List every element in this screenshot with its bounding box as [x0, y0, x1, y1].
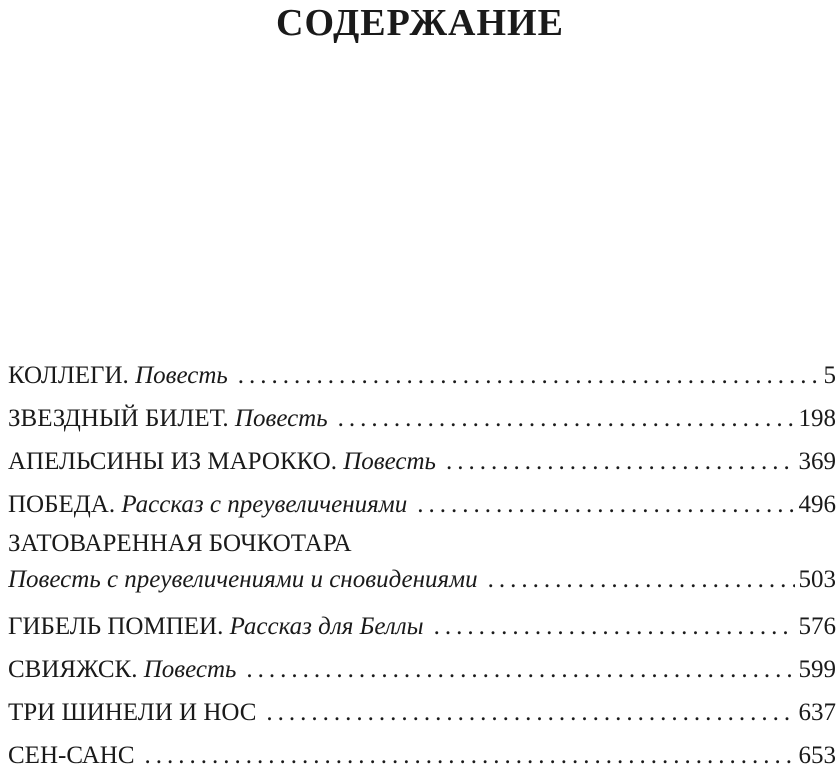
toc-entry-title: ЗВЕЗДНЫЙ БИЛЕТ.	[8, 405, 229, 432]
toc-entry-page-number: 5	[823, 362, 836, 389]
toc-entry-subtitle: Повесть	[135, 362, 228, 389]
table-of-contents	[8, 354, 836, 777]
toc-entry-subtitle: Рассказ с преувеличениями	[121, 491, 408, 518]
toc-entry-page-number: 198	[798, 405, 836, 432]
toc-entry-title: АПЕЛЬСИНЫ ИЗ МАРОККО.	[8, 448, 337, 475]
toc-entry[interactable]	[8, 691, 836, 734]
toc-entry-subtitle: Повесть	[234, 405, 328, 432]
toc-entry-subtitle: Повесть	[343, 448, 436, 475]
toc-entry-title: СВИЯЖСК.	[8, 656, 138, 683]
dot-leader	[246, 648, 794, 691]
toc-entry[interactable]	[8, 354, 836, 397]
toc-entry-title: ГИБЕЛЬ ПОМПЕИ.	[8, 613, 224, 640]
toc-entry[interactable]	[8, 440, 836, 483]
dot-leader	[338, 397, 795, 440]
toc-entry-page-number: 576	[798, 613, 836, 640]
toc-entry-subtitle: Повесть с преувеличениями и сновидениями	[8, 566, 478, 593]
toc-entry-title: СЕН-САНС	[8, 742, 135, 769]
toc-entry[interactable]	[8, 483, 836, 526]
toc-entry-page-number: 653	[798, 742, 836, 769]
toc-entry-page-number: 496	[798, 491, 836, 518]
toc-entry-title: ТРИ ШИНЕЛИ И НОС	[8, 699, 257, 726]
dot-leader	[446, 440, 795, 483]
dot-leader	[434, 605, 795, 648]
toc-entry-page-number: 369	[798, 448, 836, 475]
toc-entry-page-number: 599	[798, 656, 836, 683]
toc-entry[interactable]	[8, 526, 836, 562]
toc-entry-continuation[interactable]	[8, 562, 836, 605]
toc-entry[interactable]	[8, 734, 836, 777]
toc-entry-page-number: 503	[798, 566, 836, 593]
page-title: СОДЕРЖАНИЕ	[276, 2, 564, 44]
toc-entry-title: КОЛЛЕГИ.	[8, 362, 129, 389]
toc-entry-subtitle: Повесть	[143, 656, 237, 683]
toc-entry[interactable]	[8, 397, 836, 440]
toc-entry-title: ПОБЕДА.	[8, 491, 116, 518]
toc-entry[interactable]	[8, 605, 836, 648]
dot-leader	[488, 562, 795, 598]
dot-leader	[238, 354, 820, 397]
toc-entry-page-number: 637	[798, 699, 836, 726]
dot-leader	[266, 691, 794, 734]
dot-leader	[417, 483, 794, 526]
toc-entry[interactable]	[8, 648, 836, 691]
dot-leader	[145, 734, 795, 777]
toc-entry-title: ЗАТОВАРЕННАЯ БОЧКОТАРА	[8, 530, 352, 557]
toc-entry-subtitle: Рассказ для Беллы	[229, 613, 424, 640]
